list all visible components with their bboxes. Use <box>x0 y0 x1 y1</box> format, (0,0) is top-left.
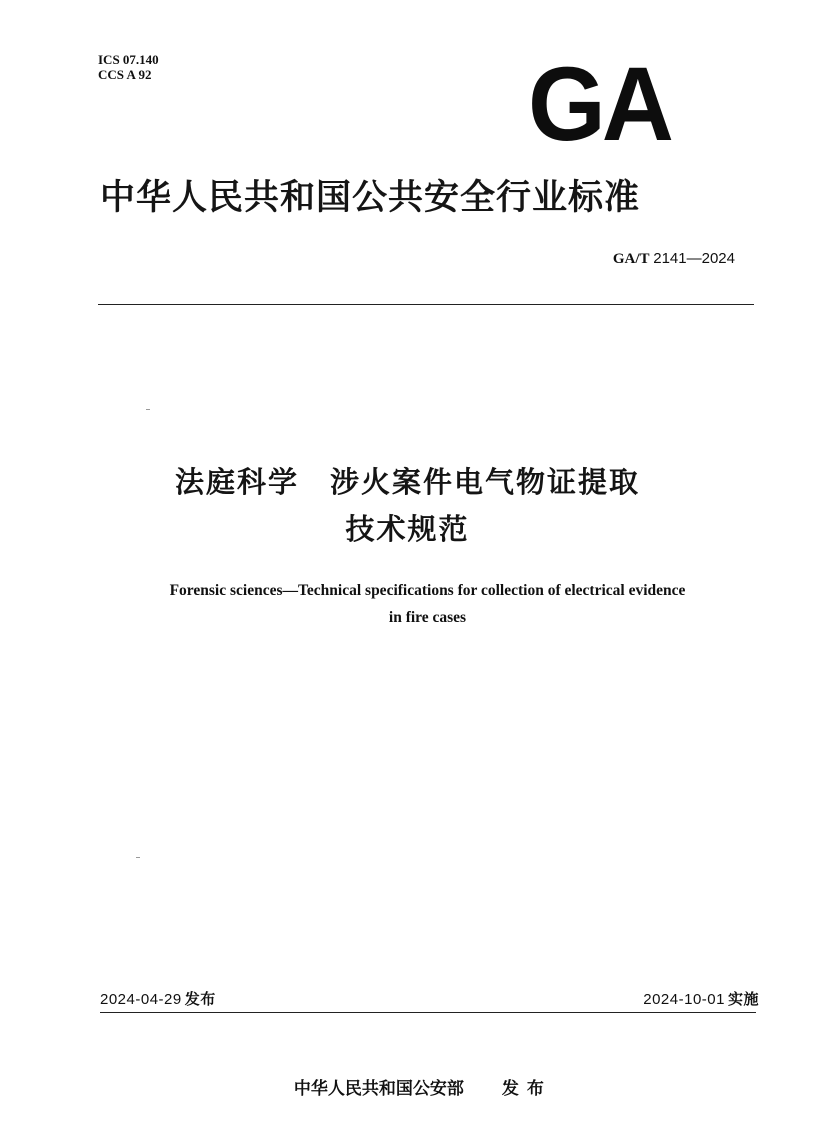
classification-codes <box>98 52 159 82</box>
publish-date <box>100 988 216 1009</box>
standard-number <box>613 250 735 268</box>
publisher-name: 中华人民共和国公安部 <box>293 1079 464 1099</box>
standard-category-title: 中华人民共和国公共安全行业标准 <box>100 178 641 218</box>
bottom-divider <box>100 1012 756 1013</box>
scan-mark <box>146 409 150 410</box>
standard-number-value: 2141—2024 <box>653 250 735 267</box>
publish-label: 发布 <box>184 990 216 1008</box>
ccs-code: CCS A 92 <box>98 67 152 82</box>
scan-mark <box>136 857 140 858</box>
effective-date-value: 2024-10-01 <box>643 991 725 1008</box>
publish-date-value: 2024-04-29 <box>100 991 182 1008</box>
publisher-label: 发布 <box>501 1079 552 1099</box>
chinese-title-line-2: 技术规范 <box>345 512 470 546</box>
ga-logo: GA <box>528 45 670 163</box>
chinese-title-line-1: 法庭科学 涉火案件电气物证提取 <box>174 465 640 499</box>
english-title-line-2: in fire cases <box>388 609 467 626</box>
effective-label: 实施 <box>727 990 759 1008</box>
english-title-line-1: Forensic sciences—Technical specifications for collection of electrical evidence <box>169 582 686 599</box>
top-divider <box>98 304 754 305</box>
standard-code: GA/T <box>612 251 650 267</box>
publisher <box>282 1054 552 1099</box>
ics-code: ICS 07.140 <box>98 52 159 67</box>
effective-date <box>643 988 759 1009</box>
